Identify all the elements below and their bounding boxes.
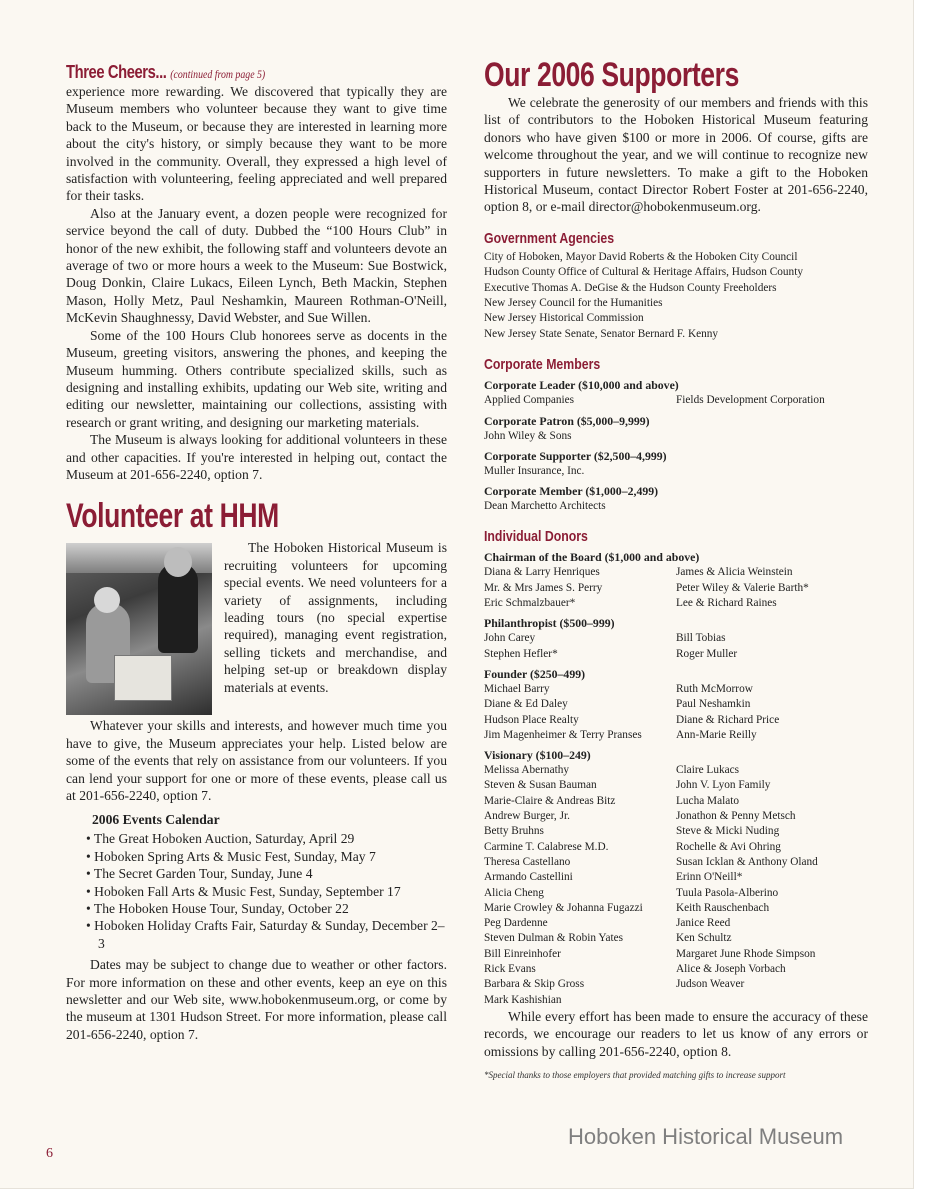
donor-row xyxy=(484,763,868,778)
donor-row xyxy=(484,581,868,596)
donor-row xyxy=(484,870,868,885)
donor-name: Steven Dulman & Robin Yates xyxy=(484,932,624,945)
donor-name: Margaret June Rhode Simpson xyxy=(676,947,816,960)
donor-name: John V. Lyon Family xyxy=(676,779,771,792)
donor-row xyxy=(484,916,868,931)
continued-note: (continued from page 5) xyxy=(170,67,266,81)
donor-name xyxy=(676,429,868,444)
donor-name: Melissa Abernathy xyxy=(484,764,570,777)
donor-name: Rick Evans xyxy=(484,963,536,975)
cheers-paragraph-1: experience more rewarding. We discovered that typically they are Museum members who volunteer because they want to give time back to the Museum, or because they are interested in learning more about the city's history, or simply because they want to be more involved in the community. Overall, they expressed a high level of satisfaction with volunteering, feeling appreciated and well prepared for their tasks. xyxy=(66,84,447,204)
donor-name: Diana & Larry Henriques xyxy=(484,566,600,579)
donor-name: Erinn O'Neill* xyxy=(676,871,743,884)
donor-row xyxy=(484,809,868,824)
volunteer-paragraph-2: Whatever your skills and interests, and however much time you have to give, the Museum appreciates your help. Listed below are some of the events that rely on assistance from our volunteers. If you can lend your support for one or more of these events, please call us at 201-656-2240, option 7. xyxy=(66,718,447,803)
donor-name: Roger Muller xyxy=(676,647,738,660)
donor-name: Janice Reed xyxy=(676,917,731,930)
individual-heading: Individual Donors xyxy=(484,528,588,546)
cheers-paragraph-2: Also at the January event, a dozen people were recognized for service beyond the call of duty. Dubbed the “100 Hours Club” in honor of the new exhibit, the following staff and volunteers devote an average of two or more hours a week to the Museum: Sue Bostwick, Doug Donkin, Claire Lukacs, Eileen Lynch, Beth Mackin, Stephen Mason, Holly Metz, Paul Neshamkin, Maureen Rothman-O'Neill, McKevin Shaughnessy, David Webster, and Sue Willen. xyxy=(66,205,447,326)
donor-tier-label: Corporate Supporter ($2,500–4,999) xyxy=(484,448,667,463)
government-list xyxy=(484,250,868,342)
donor-tier-label: Founder ($250–499) xyxy=(484,666,586,681)
event-item: • The Secret Garden Tour, Sunday, June 4 xyxy=(86,865,447,882)
donor-name: Peter Wiley & Valerie Barth* xyxy=(676,581,809,594)
event-item: • Hoboken Fall Arts & Music Fest, Sunday, September 17 xyxy=(86,883,447,900)
donor-name xyxy=(676,499,868,514)
donor-row xyxy=(484,713,868,728)
donor-name: John Carey xyxy=(484,632,536,645)
donor-tier-label: Chairman of the Board ($1,000 and above) xyxy=(484,550,700,565)
right-column xyxy=(484,56,868,1080)
donor-name: Mr. & Mrs James S. Perry xyxy=(484,581,603,594)
donor-row xyxy=(484,886,868,901)
donor-row xyxy=(484,565,868,580)
donor-tier-label: Corporate Member ($1,000–2,499) xyxy=(484,484,659,499)
corporate-list xyxy=(484,378,868,514)
donor-name: Keith Rauschenbach xyxy=(676,901,770,914)
donor-name: Bill Tobias xyxy=(676,632,726,645)
donor-name: Lucha Malato xyxy=(676,794,740,807)
government-line: Hudson County Office of Cultural & Heritage Affairs, Hudson County xyxy=(484,266,803,279)
donor-name: James & Alicia Weinstein xyxy=(676,566,793,579)
donor-row xyxy=(484,901,868,916)
donor-name: Lee & Richard Raines xyxy=(676,597,777,610)
donor-row xyxy=(484,647,868,662)
donor-name: Fields Development Corporation xyxy=(676,394,825,407)
donor-name: Applied Companies xyxy=(484,394,575,407)
donor-name: Judson Weaver xyxy=(676,978,745,991)
donor-name: Steve & Micki Nuding xyxy=(676,825,780,838)
page-number: 6 xyxy=(46,1146,53,1161)
event-item: • The Great Hoboken Auction, Saturday, April 29 xyxy=(86,830,447,847)
donor-tier-label: Corporate Patron ($5,000–9,999) xyxy=(484,413,650,428)
donor-row xyxy=(484,499,868,514)
matching-gifts-footnote: *Special thanks to those employers that provided matching gifts to increase support xyxy=(484,1070,786,1081)
donor-name: Michael Barry xyxy=(484,682,550,695)
donor-row xyxy=(484,682,868,697)
donor-name: Theresa Castellano xyxy=(484,855,571,868)
volunteers-photo xyxy=(66,543,212,715)
donor-row xyxy=(484,947,868,962)
donor-name: Susan Icklan & Anthony Oland xyxy=(676,855,818,868)
government-heading: Government Agencies xyxy=(484,229,615,247)
supporters-intro: We celebrate the generosity of our members and friends with this list of contributors to the Hoboken Historical Museum featuring donors who have given $100 or more in 2006. Of course, gifts are welcome throughout the year, and we will continue to recognize new supporters in future newsletters. To make a gift to the Hoboken Historical Museum, contact Director Robert Foster at 201-656-2240, option 8, or e-mail director@hobokenmuseum.org. xyxy=(484,95,868,215)
donor-name: Betty Bruhns xyxy=(484,825,544,838)
donor-name: Steven & Susan Bauman xyxy=(484,779,597,792)
cheers-paragraph-3: Some of the 100 Hours Club honorees serve as docents in the Museum, greeting visitors, answering the phones, and keeping the Museum humming. Others contribute specialized skills, such as designing and installing exhibits, updating our Web site, writing and editing our newsletter, maintaining our collections, assisting with research or grant writing, and designing our marketing materials. xyxy=(66,327,447,430)
donor-name: Alice & Joseph Vorbach xyxy=(676,963,786,975)
donor-name: Andrew Burger, Jr. xyxy=(484,810,570,823)
donor-row xyxy=(484,931,868,946)
donor-row xyxy=(484,393,868,408)
volunteer-paragraph-1: The Hoboken Historical Museum is recruiting volunteers for upcoming special events. We need volunteers for a variety of assignments, including leading tours (no special expertise required), managing event registration, selling tickets and merchandise, and helping set-up or breakdown display materials at events. xyxy=(224,540,447,695)
donor-row xyxy=(484,429,868,444)
donor-name: Eric Schmalzbauer* xyxy=(484,597,576,610)
donor-name: Ruth McMorrow xyxy=(676,682,753,695)
donor-name: Ann-Marie Reilly xyxy=(676,728,757,741)
cheers-paragraph-4: The Museum is always looking for additional volunteers in these and other capacities. If you're interested in helping out, contact the Museum at 201-656-2240, option 7. xyxy=(66,432,447,482)
donor-name: Peg Dardenne xyxy=(484,917,548,930)
donor-name: Alicia Cheng xyxy=(484,886,544,899)
government-line: New Jersey Historical Commission xyxy=(484,312,644,325)
supporters-title: Our 2006 Supporters xyxy=(484,56,739,94)
donor-row xyxy=(484,697,868,712)
left-column xyxy=(66,62,447,1043)
government-line: New Jersey Council for the Humanities xyxy=(484,297,663,310)
donor-tier-label: Visionary ($100–249) xyxy=(484,748,591,763)
donor-name: Muller Insurance, Inc. xyxy=(484,464,585,477)
donor-row xyxy=(484,778,868,793)
donor-row xyxy=(484,464,868,479)
donor-row xyxy=(484,631,868,646)
donor-name: Paul Neshamkin xyxy=(676,698,751,711)
event-item: • Hoboken Holiday Crafts Fair, Saturday & Sunday, December 2–3 xyxy=(86,917,447,952)
donor-row xyxy=(484,728,868,743)
donor-name: Hudson Place Realty xyxy=(484,713,579,726)
government-line: Executive Thomas A. DeGise & the Hudson County Freeholders xyxy=(484,281,777,294)
donor-name: Jonathon & Penny Metsch xyxy=(676,810,796,823)
donor-name: Bill Einreinhofer xyxy=(484,947,561,960)
donor-row xyxy=(484,840,868,855)
donor-name: John Wiley & Sons xyxy=(484,429,572,442)
individual-list xyxy=(484,550,868,1007)
donor-name: Armando Castellini xyxy=(484,871,573,884)
donor-row xyxy=(484,962,868,977)
donor-name: Diane & Richard Price xyxy=(676,713,780,726)
donor-row xyxy=(484,977,868,992)
donor-name: Marie Crowley & Johanna Fugazzi xyxy=(484,901,643,914)
donor-row xyxy=(484,855,868,870)
donor-row xyxy=(484,794,868,809)
museum-watermark: Hoboken Historical Museum xyxy=(568,1124,844,1149)
event-item: • The Hoboken House Tour, Sunday, October 22 xyxy=(86,900,447,917)
volunteer-section xyxy=(66,539,447,804)
events-list xyxy=(66,830,447,952)
donor-name: Mark Kashishian xyxy=(484,993,562,1006)
government-line: City of Hoboken, Mayor David Roberts & the Hoboken City Council xyxy=(484,250,798,263)
supporters-closing: While every effort has been made to ensure the accuracy of these records, we encourage our readers to let us know of any errors or omissions by calling 201-656-2240, option 8. xyxy=(484,1008,868,1059)
donor-name: Rochelle & Avi Ohring xyxy=(676,840,781,853)
donor-name: Stephen Hefler* xyxy=(484,647,558,660)
donor-row xyxy=(484,993,868,1008)
donor-name: Tuula Pasola-Alberino xyxy=(676,886,779,899)
events-closing-paragraph: Dates may be subject to change due to weather or other factors. For more information on these and other events, keep an eye on this newsletter and our Web site, www.hobokenmuseum.org, or come by the museum at 1301 Hudson Street. For more information, please call 201-656-2240, option 7. xyxy=(66,957,447,1042)
donor-name: Claire Lukacs xyxy=(676,764,740,777)
events-calendar-title: 2006 Events Calendar xyxy=(92,812,220,828)
donor-name: Diane & Ed Daley xyxy=(484,698,568,711)
three-cheers-heading xyxy=(66,62,378,83)
volunteer-title: Volunteer at HHM xyxy=(66,497,279,536)
donor-row xyxy=(484,824,868,839)
donor-name: Marie-Claire & Andreas Bitz xyxy=(484,794,616,807)
corporate-heading: Corporate Members xyxy=(484,356,601,374)
donor-name: Jim Magenheimer & Terry Pranses xyxy=(484,728,642,741)
donor-tier-label: Philanthropist ($500–999) xyxy=(484,616,615,631)
donor-name: Dean Marchetto Architects xyxy=(484,500,606,513)
donor-name xyxy=(676,464,868,479)
donor-name xyxy=(676,993,868,1008)
donor-name: Carmine T. Calabrese M.D. xyxy=(484,840,609,853)
government-line: New Jersey State Senate, Senator Bernard F. Kenny xyxy=(484,327,719,340)
event-item: • Hoboken Spring Arts & Music Fest, Sunday, May 7 xyxy=(86,848,447,865)
donor-name: Ken Schultz xyxy=(676,932,732,945)
donor-tier-label: Corporate Leader ($10,000 and above) xyxy=(484,378,679,393)
donor-row xyxy=(484,596,868,611)
three-cheers-title: Three Cheers... xyxy=(66,62,167,82)
donor-name: Barbara & Skip Gross xyxy=(484,978,585,991)
